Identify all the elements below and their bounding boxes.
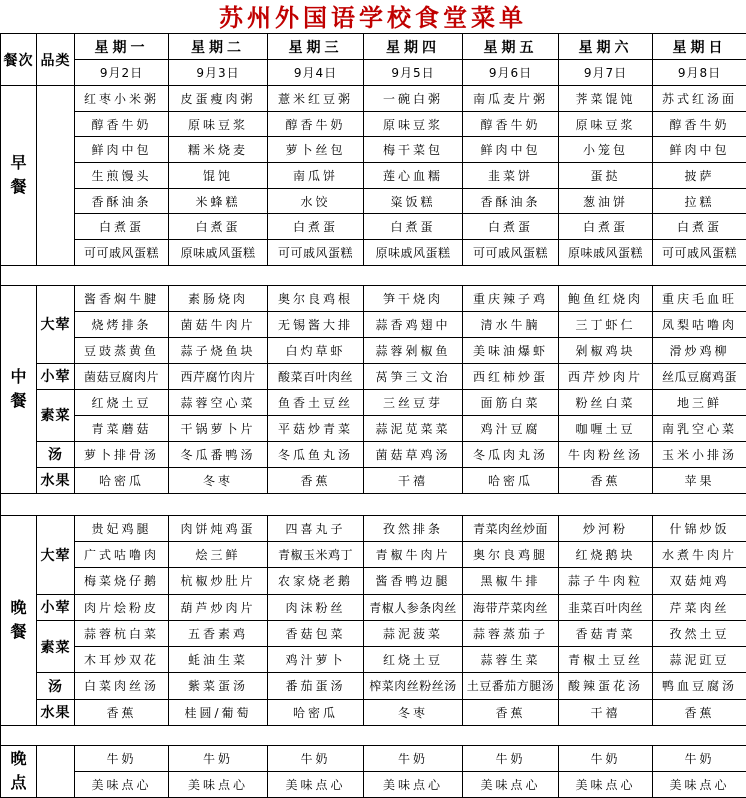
dish-cell: 牛奶 [75, 745, 169, 771]
dish-cell: 孜然排条 [364, 515, 463, 541]
dish-cell: 酱香鸭边腿 [364, 568, 463, 594]
dish-cell: 米蜂糕 [169, 188, 268, 214]
dish-cell: 蒜蓉剁椒鱼 [364, 337, 463, 363]
meal-label-lunch [1, 285, 37, 493]
dish-cell: 奥尔良鸡腿 [463, 542, 559, 568]
dish-cell: 香蕉 [653, 699, 746, 725]
dish-cell: 牛肉粉丝汤 [559, 441, 653, 467]
dish-cell: 三丝豆芽 [364, 389, 463, 415]
dish-cell: 美味点心 [75, 771, 169, 797]
dish-cell: 清水牛腩 [463, 311, 559, 337]
dish-cell: 哈密瓜 [268, 699, 364, 725]
dish-cell: 可可戚风蛋糕 [653, 240, 746, 266]
meal-label-char: 早 [10, 153, 27, 173]
dish-cell: 鲜肉中包 [653, 137, 746, 163]
date-header: 9月5日 [364, 60, 463, 86]
dish-cell: 白煮蛋 [463, 214, 559, 240]
dish-cell: 鱼香土豆丝 [268, 389, 364, 415]
dish-cell: 蒜泥豇豆 [653, 647, 746, 673]
dish-cell: 冬瓜肉丸汤 [463, 441, 559, 467]
category-vegetable: 素菜 [37, 389, 75, 441]
dish-cell: 红枣小米粥 [75, 86, 169, 112]
dish-cell: 菌菇豆腐肉片 [75, 363, 169, 389]
date-header: 9月6日 [463, 60, 559, 86]
dish-cell: 冬枣 [364, 699, 463, 725]
menu-title: 苏州外国语学校食堂菜单 [219, 3, 527, 32]
dish-cell: 美味点心 [653, 771, 746, 797]
dish-cell: 蛋挞 [559, 163, 653, 189]
dish-cell: 糯米烧麦 [169, 137, 268, 163]
dish-cell: 葱油饼 [559, 188, 653, 214]
dish-cell: 红烧鹅块 [559, 542, 653, 568]
dish-cell: 滑炒鸡柳 [653, 337, 746, 363]
dish-cell: 韭菜百叶肉丝 [559, 594, 653, 620]
dish-cell: 梅菜烧仔鹅 [75, 568, 169, 594]
dish-cell: 地三鲜 [653, 389, 746, 415]
dish-cell: 蒜蓉杭白菜 [75, 620, 169, 646]
dish-cell: 黑椒牛排 [463, 568, 559, 594]
dish-cell: 青椒人参条肉丝 [364, 594, 463, 620]
dish-cell: 重庆辣子鸡 [463, 285, 559, 311]
dish-cell: 干锅萝卜片 [169, 415, 268, 441]
category-soup: 汤 [37, 441, 75, 467]
dish-cell: 香酥油条 [75, 188, 169, 214]
dish-cell: 五香素鸡 [169, 620, 268, 646]
weekday-header: 星期四 [364, 34, 463, 60]
dish-cell: 桂圆/葡萄 [169, 699, 268, 725]
dish-cell: 鲜肉中包 [75, 137, 169, 163]
dish-cell: 蒜泥菠菜 [364, 620, 463, 646]
dish-cell: 水煮牛肉片 [653, 542, 746, 568]
dish-cell: 苏式红汤面 [653, 86, 746, 112]
dish-cell: 蒜蓉空心菜 [169, 389, 268, 415]
dish-cell: 白煮蛋 [268, 214, 364, 240]
dish-cell: 番茄蛋汤 [268, 673, 364, 699]
dish-cell: 三丁虾仁 [559, 311, 653, 337]
dish-cell: 贵妃鸡腿 [75, 515, 169, 541]
dish-cell: 面筋白菜 [463, 389, 559, 415]
dish-cell: 醇香牛奶 [75, 111, 169, 137]
dish-cell: 蒜蓉生菜 [463, 647, 559, 673]
dish-cell: 白煮蛋 [169, 214, 268, 240]
dish-cell: 香蕉 [463, 699, 559, 725]
dish-cell: 紫菜蛋汤 [169, 673, 268, 699]
dish-cell: 可可戚风蛋糕 [75, 240, 169, 266]
dish-cell: 一碗白粥 [364, 86, 463, 112]
dish-cell: 酸辣蛋花汤 [559, 673, 653, 699]
dish-cell: 炒河粉 [559, 515, 653, 541]
dish-cell: 可可戚风蛋糕 [268, 240, 364, 266]
category-vegetable: 素菜 [37, 620, 75, 673]
dish-cell: 萝卜排骨汤 [75, 441, 169, 467]
dish-cell: 美味点心 [364, 771, 463, 797]
dish-cell: 哈密瓜 [75, 467, 169, 493]
dish-cell: 肉沫粉丝 [268, 594, 364, 620]
dish-cell: 皮蛋瘦肉粥 [169, 86, 268, 112]
dish-cell: 重庆毛血旺 [653, 285, 746, 311]
dish-cell: 粉丝白菜 [559, 389, 653, 415]
dish-cell: 梅干菜包 [364, 137, 463, 163]
weekday-header: 星期日 [653, 34, 746, 60]
category-main-meat: 大荤 [37, 515, 75, 594]
dish-cell: 青菜蘑菇 [75, 415, 169, 441]
meal-label-char: 中 [10, 367, 27, 387]
date-header: 9月4日 [268, 60, 364, 86]
dish-cell: 牛奶 [559, 745, 653, 771]
dish-cell: 青椒玉米鸡丁 [268, 542, 364, 568]
meal-label-char: 点 [10, 773, 27, 793]
weekday-header: 星期一 [75, 34, 169, 60]
dish-cell: 香蕉 [559, 467, 653, 493]
dish-cell: 南瓜饼 [268, 163, 364, 189]
dish-cell: 牛奶 [653, 745, 746, 771]
category-cell-empty [37, 86, 75, 266]
meal-label-char: 晚 [10, 749, 27, 769]
dish-cell: 笋干烧肉 [364, 285, 463, 311]
dish-cell: 原味戚风蛋糕 [364, 240, 463, 266]
dish-cell: 什锦炒饭 [653, 515, 746, 541]
dish-cell: 鸡汁豆腐 [463, 415, 559, 441]
category-main-meat: 大荤 [37, 285, 75, 363]
section-divider [1, 725, 746, 745]
dish-cell: 无锡酱大排 [268, 311, 364, 337]
category-small-meat: 小荤 [37, 594, 75, 620]
dish-cell: 莴笋三文治 [364, 363, 463, 389]
dish-cell: 醇香牛奶 [268, 111, 364, 137]
meal-label-char: 餐 [10, 622, 27, 642]
dish-cell: 海带芹菜肉丝 [463, 594, 559, 620]
dish-cell: 白煮蛋 [653, 214, 746, 240]
dish-cell: 原味豆浆 [559, 111, 653, 137]
dish-cell: 青椒土豆丝 [559, 647, 653, 673]
dish-cell: 香蕉 [268, 467, 364, 493]
dish-cell: 烩三鲜 [169, 542, 268, 568]
dish-cell: 哈密瓜 [463, 467, 559, 493]
category-fruit: 水果 [37, 467, 75, 493]
dish-cell: 香菇青菜 [559, 620, 653, 646]
dish-cell: 杭椒炒肚片 [169, 568, 268, 594]
dish-cell: 美味点心 [268, 771, 364, 797]
dish-cell: 鸭血豆腐汤 [653, 673, 746, 699]
dish-cell: 香菇包菜 [268, 620, 364, 646]
dish-cell: 蒜子牛肉粒 [559, 568, 653, 594]
dish-cell: 鸡汁萝卜 [268, 647, 364, 673]
dish-cell: 披萨 [653, 163, 746, 189]
dish-cell: 菌菇牛肉片 [169, 311, 268, 337]
dish-cell: 牛奶 [463, 745, 559, 771]
dish-cell: 醇香牛奶 [653, 111, 746, 137]
dish-cell: 蒜蓉蒸茄子 [463, 620, 559, 646]
dish-cell: 西红柿炒蛋 [463, 363, 559, 389]
weekday-header: 星期六 [559, 34, 653, 60]
weekday-header: 星期三 [268, 34, 364, 60]
dish-cell: 醇香牛奶 [463, 111, 559, 137]
dish-cell: 蒜香鸡翅中 [364, 311, 463, 337]
dish-cell: 香蕉 [75, 699, 169, 725]
category-fruit: 水果 [37, 699, 75, 725]
dish-cell: 素肠烧肉 [169, 285, 268, 311]
dish-cell: 美味点心 [169, 771, 268, 797]
dish-cell: 西芹腐竹肉片 [169, 363, 268, 389]
dish-cell: 水饺 [268, 188, 364, 214]
dish-cell: 蚝油生菜 [169, 647, 268, 673]
dish-cell: 青菜肉丝炒面 [463, 515, 559, 541]
dish-cell: 玉米小排汤 [653, 441, 746, 467]
meal-label-char: 晚 [10, 598, 27, 618]
dish-cell: 奥尔良鸡根 [268, 285, 364, 311]
dish-cell: 榨菜肉丝粉丝汤 [364, 673, 463, 699]
dish-cell: 美味油爆虾 [463, 337, 559, 363]
dish-cell: 酱香焖牛腱 [75, 285, 169, 311]
dish-cell: 馄饨 [169, 163, 268, 189]
date-header: 9月8日 [653, 60, 746, 86]
dish-cell: 白灼草虾 [268, 337, 364, 363]
section-divider [1, 265, 746, 285]
dish-cell: 广式咕噜肉 [75, 542, 169, 568]
dish-cell: 原味戚风蛋糕 [169, 240, 268, 266]
dish-cell: 原味豆浆 [169, 111, 268, 137]
dish-cell: 红烧土豆 [75, 389, 169, 415]
dish-cell: 咖喱土豆 [559, 415, 653, 441]
dish-cell: 生煎馒头 [75, 163, 169, 189]
dish-cell: 牛奶 [169, 745, 268, 771]
dish-cell: 美味点心 [463, 771, 559, 797]
dish-cell: 冬瓜番鸭汤 [169, 441, 268, 467]
meal-column-header: 餐次 [1, 34, 37, 86]
dish-cell: 拉糕 [653, 188, 746, 214]
section-divider [1, 493, 746, 515]
category-cell-empty [37, 745, 75, 797]
dish-cell: 牛奶 [364, 745, 463, 771]
dish-cell: 萝卜丝包 [268, 137, 364, 163]
dish-cell: 冬枣 [169, 467, 268, 493]
dish-cell: 肉片烩粉皮 [75, 594, 169, 620]
dish-cell: 丝瓜豆腐鸡蛋 [653, 363, 746, 389]
meal-label-char: 餐 [10, 177, 27, 197]
date-header: 9月3日 [169, 60, 268, 86]
dish-cell: 原味戚风蛋糕 [559, 240, 653, 266]
dish-cell: 四喜丸子 [268, 515, 364, 541]
dish-cell: 红烧土豆 [364, 647, 463, 673]
dish-cell: 蒜泥苋菜菜 [364, 415, 463, 441]
dish-cell: 美味点心 [559, 771, 653, 797]
category-small-meat: 小荤 [37, 363, 75, 389]
dish-cell: 荠菜馄饨 [559, 86, 653, 112]
dish-cell: 南瓜麦片粥 [463, 86, 559, 112]
dish-cell: 土豆番茄方腿汤 [463, 673, 559, 699]
meal-label-dinner [1, 515, 37, 725]
dish-cell: 鲜肉中包 [463, 137, 559, 163]
meal-label-breakfast [1, 86, 37, 266]
dish-cell: 牛奶 [268, 745, 364, 771]
dish-cell: 西芹炒肉片 [559, 363, 653, 389]
dish-cell: 豆豉蒸黄鱼 [75, 337, 169, 363]
weekday-header: 星期二 [169, 34, 268, 60]
dish-cell: 木耳炒双花 [75, 647, 169, 673]
dish-cell: 凤梨咕噜肉 [653, 311, 746, 337]
dish-cell: 菌菇草鸡汤 [364, 441, 463, 467]
menu-table [0, 33, 746, 798]
dish-cell: 可可戚风蛋糕 [463, 240, 559, 266]
dish-cell: 葫芦炒肉片 [169, 594, 268, 620]
dish-cell: 青椒牛肉片 [364, 542, 463, 568]
meal-label-char: 餐 [10, 391, 27, 411]
dish-cell: 肉饼炖鸡蛋 [169, 515, 268, 541]
category-column-header: 品类 [37, 34, 75, 86]
dish-cell: 蒜子烧鱼块 [169, 337, 268, 363]
dish-cell: 白煮蛋 [364, 214, 463, 240]
dish-cell: 双菇炖鸡 [653, 568, 746, 594]
dish-cell: 干禧 [364, 467, 463, 493]
dish-cell: 鲍鱼红烧肉 [559, 285, 653, 311]
dish-cell: 香酥油条 [463, 188, 559, 214]
dish-cell: 小笼包 [559, 137, 653, 163]
dish-cell: 白煮蛋 [75, 214, 169, 240]
dish-cell: 芹菜肉丝 [653, 594, 746, 620]
dish-cell: 莲心血糯 [364, 163, 463, 189]
dish-cell: 干禧 [559, 699, 653, 725]
dish-cell: 南乳空心菜 [653, 415, 746, 441]
dish-cell: 剁椒鸡块 [559, 337, 653, 363]
category-soup: 汤 [37, 673, 75, 699]
dish-cell: 白煮蛋 [559, 214, 653, 240]
dish-cell: 白菜肉丝汤 [75, 673, 169, 699]
date-header: 9月7日 [559, 60, 653, 86]
dish-cell: 平菇炒青菜 [268, 415, 364, 441]
dish-cell: 农家烧老鹅 [268, 568, 364, 594]
dish-cell: 苹果 [653, 467, 746, 493]
dish-cell: 酸菜百叶肉丝 [268, 363, 364, 389]
weekday-header: 星期五 [463, 34, 559, 60]
dish-cell: 韭菜饼 [463, 163, 559, 189]
dish-cell: 原味豆浆 [364, 111, 463, 137]
meal-label-evening-snack [1, 745, 37, 797]
date-header: 9月2日 [75, 60, 169, 86]
dish-cell: 冬瓜鱼丸汤 [268, 441, 364, 467]
dish-cell: 孜然土豆 [653, 620, 746, 646]
dish-cell: 粢饭糕 [364, 188, 463, 214]
dish-cell: 烧烤排条 [75, 311, 169, 337]
dish-cell: 薏米红豆粥 [268, 86, 364, 112]
